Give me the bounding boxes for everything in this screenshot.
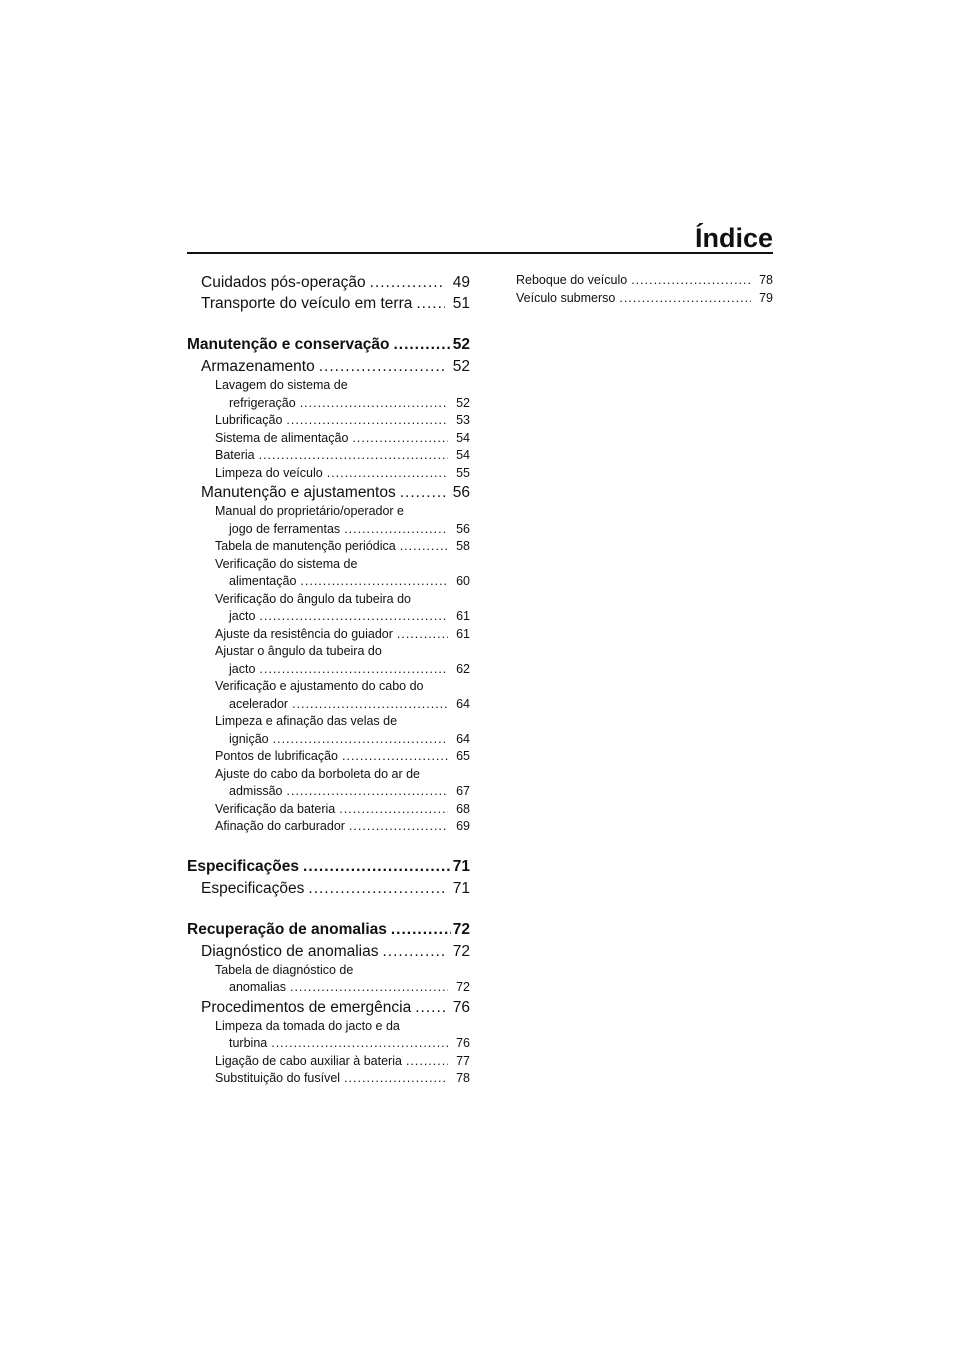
toc-entry-title: refrigeração <box>229 395 296 410</box>
dot-leader <box>349 818 448 836</box>
dot-leader <box>352 430 448 448</box>
toc-entry-row <box>516 272 773 290</box>
toc-entry-row <box>215 1035 470 1053</box>
toc-entry-title: Reboque do veículo <box>516 273 628 287</box>
toc-page-number: 72 <box>452 920 470 938</box>
dot-leader <box>286 412 448 430</box>
dot-leader <box>370 272 445 293</box>
toc-entry-multiline <box>187 713 470 748</box>
toc-entry-multiline <box>187 678 470 713</box>
toc-entry-title: Afinação do carburador <box>215 819 345 833</box>
toc-entry-title: ignição <box>229 731 269 746</box>
toc-entry-row <box>187 293 470 314</box>
toc-entry-title-line: Tabela de diagnóstico de <box>215 962 354 977</box>
toc-page-number: 69 <box>456 819 470 833</box>
toc-entry-title: Lubrificação <box>215 413 283 427</box>
dot-leader <box>259 447 448 465</box>
toc-page-number: 65 <box>456 749 470 763</box>
toc-entry-row <box>215 731 470 749</box>
dot-leader <box>273 731 448 749</box>
toc-entry-title-line: Ajuste do cabo da borboleta do ar de <box>215 766 421 781</box>
toc-entry-title: Veículo submerso <box>516 290 616 305</box>
toc-entry-row <box>187 538 470 556</box>
toc-entry-multiline <box>187 556 470 591</box>
dot-leader <box>259 661 448 679</box>
toc-page-number: 60 <box>456 574 470 588</box>
toc-right-column <box>516 272 773 307</box>
toc-entry-title: Especificações <box>187 857 300 875</box>
toc-page-number: 72 <box>456 980 470 994</box>
dot-leader <box>290 979 448 997</box>
toc-page-number: 76 <box>452 998 470 1016</box>
toc-entry-multiline <box>187 1018 470 1053</box>
toc-entry-row <box>187 801 470 819</box>
toc-entry-multiline <box>187 591 470 626</box>
toc-entry-title-line: Verificação do ângulo da tubeira do <box>215 591 411 606</box>
toc-entry-title-line: Ajustar o ângulo da tubeira do <box>215 644 382 658</box>
toc-entry-row <box>516 290 773 308</box>
toc-entry-multiline <box>187 766 470 801</box>
toc-entry-title: Ligação de cabo auxiliar à bateria <box>215 1053 402 1068</box>
toc-entry-title: Bateria <box>215 448 255 462</box>
toc-entry-title: Limpeza do veículo <box>215 465 323 480</box>
toc-entry-title: jacto <box>229 609 256 623</box>
toc-page-number: 49 <box>452 274 470 291</box>
toc-entry-row <box>187 356 470 377</box>
toc-entry-title: Recuperação de anomalias <box>187 920 387 938</box>
toc-entry-title: jacto <box>229 661 256 676</box>
toc-entry-row <box>187 856 470 878</box>
toc-entry-title: Armazenamento <box>201 358 315 375</box>
toc-entry-row <box>187 482 470 503</box>
toc-page-number: 77 <box>456 1053 470 1068</box>
toc-entry-title: jogo de ferramentas <box>229 521 341 536</box>
toc-entry-title: Substituição do fusível <box>215 1071 341 1085</box>
dot-leader <box>391 919 451 941</box>
toc-entry-row <box>187 1070 470 1088</box>
toc-entry-row <box>187 334 470 356</box>
toc-entry-row <box>187 626 470 644</box>
toc-page-number: 78 <box>456 1071 470 1085</box>
dot-leader <box>319 356 445 377</box>
toc-entry-title: Ajuste da resistência do guiador <box>215 626 393 641</box>
toc-entry-row <box>215 573 470 591</box>
toc-page-number: 62 <box>456 661 470 676</box>
toc-entry-row <box>215 696 470 714</box>
toc-page-number: 61 <box>456 609 470 623</box>
toc-page-number: 71 <box>452 857 470 875</box>
dot-leader <box>271 1035 448 1053</box>
toc-entry-title: Pontos de lubrificação <box>215 749 338 763</box>
toc-entry-row <box>187 941 470 962</box>
toc-page-number: 54 <box>456 448 470 462</box>
toc-page-number: 76 <box>456 1036 470 1050</box>
toc-entry-title-line: Limpeza da tomada do jacto e da <box>215 1018 400 1033</box>
toc-entry-multiline <box>187 643 470 678</box>
dot-leader <box>327 465 448 483</box>
dot-leader <box>393 334 450 356</box>
toc-page-number: 72 <box>452 942 470 960</box>
toc-entry-row <box>187 465 470 483</box>
toc-entry-title: Manutenção e conservação <box>187 336 390 353</box>
toc-page-number: 52 <box>456 395 470 410</box>
toc-entry-multiline <box>187 503 470 538</box>
dot-leader <box>342 748 448 766</box>
dot-leader <box>259 608 448 626</box>
toc-entry-title: turbina <box>229 1036 268 1050</box>
toc-page-number: 67 <box>456 784 470 798</box>
dot-leader <box>292 696 448 714</box>
title-rule <box>187 252 773 254</box>
toc-entry-title: alimentação <box>229 574 297 588</box>
toc-page-number: 56 <box>452 484 470 501</box>
dot-leader <box>416 293 444 314</box>
toc-entry-title: Manutenção e ajustamentos <box>201 484 396 501</box>
toc-entry-title: Sistema de alimentação <box>215 430 349 445</box>
toc-page-number: 52 <box>452 358 470 375</box>
toc-entry-row <box>187 878 470 899</box>
toc-entry-title: admissão <box>229 784 283 798</box>
toc-entry-row <box>187 748 470 766</box>
dot-leader <box>300 395 448 413</box>
dot-leader <box>308 878 444 899</box>
toc-page-number: 51 <box>452 295 470 312</box>
toc-entry-row <box>187 412 470 430</box>
toc-page-number: 68 <box>456 801 470 816</box>
toc-entry-row <box>215 608 470 626</box>
toc-entry-title-line: Lavagem do sistema de <box>215 378 348 392</box>
dot-leader <box>397 626 448 644</box>
toc-entry-row <box>215 783 470 801</box>
dot-leader <box>339 801 448 819</box>
dot-leader <box>287 783 449 801</box>
toc-page-number: 64 <box>456 696 470 711</box>
toc-entry-row <box>187 919 470 941</box>
toc-entry-title: Tabela de manutenção periódica <box>215 539 396 553</box>
dot-leader <box>303 856 451 878</box>
dot-leader <box>344 521 448 539</box>
dot-leader <box>415 997 445 1018</box>
toc-entry-multiline <box>187 962 470 997</box>
toc-entry-multiline <box>187 377 470 412</box>
toc-entry-row <box>187 1053 470 1071</box>
toc-entry-row <box>215 979 470 997</box>
dot-leader <box>400 538 448 556</box>
dot-leader <box>383 941 445 962</box>
toc-page-number: 54 <box>456 430 470 445</box>
toc-left-column <box>187 272 470 1088</box>
dot-leader <box>344 1070 448 1088</box>
toc-page-number: 79 <box>759 290 773 305</box>
toc-entry-title: anomalias <box>229 980 286 994</box>
toc-entry-row <box>215 521 470 539</box>
toc-entry-title: Especificações <box>201 879 305 897</box>
toc-page-number: 64 <box>456 731 470 746</box>
toc-entry-title-line: Manual do proprietário/operador e <box>215 504 405 518</box>
page-title: Índice <box>694 223 773 253</box>
toc-page-number: 55 <box>456 465 470 480</box>
toc-entry-row <box>187 430 470 448</box>
toc-entry-title: Procedimentos de emergência <box>201 998 412 1016</box>
dot-leader <box>619 290 751 308</box>
toc-entry-row <box>187 447 470 465</box>
toc-page-number: 58 <box>456 539 470 553</box>
toc-page-number: 52 <box>452 336 470 353</box>
toc-entry-title: Cuidados pós-operação <box>201 274 366 291</box>
dot-leader <box>631 272 751 290</box>
toc-entry-title-line: Verificação e ajustamento do cabo do <box>215 679 424 693</box>
toc-entry-row <box>215 661 470 679</box>
toc-page-number: 56 <box>456 521 470 536</box>
toc-entry-title-line: Limpeza e afinação das velas de <box>215 714 398 728</box>
toc-entry-title: Transporte do veículo em terra <box>201 295 413 312</box>
dot-leader <box>300 573 448 591</box>
toc-entry-row <box>215 395 470 413</box>
dot-leader <box>400 482 445 503</box>
toc-entry-title-line: Verificação do sistema de <box>215 556 358 571</box>
toc-entry-title: acelerador <box>229 696 289 711</box>
toc-entry-title: Verificação da bateria <box>215 801 336 816</box>
toc-entry-row <box>187 818 470 836</box>
toc-page-number: 78 <box>759 273 773 287</box>
toc-entry-row <box>187 997 470 1018</box>
dot-leader <box>406 1053 448 1071</box>
toc-page-number: 61 <box>456 626 470 641</box>
toc-page-number: 53 <box>456 413 470 427</box>
toc-entry-row <box>187 272 470 293</box>
toc-entry-title: Diagnóstico de anomalias <box>201 942 379 960</box>
toc-page-number: 71 <box>452 879 470 897</box>
